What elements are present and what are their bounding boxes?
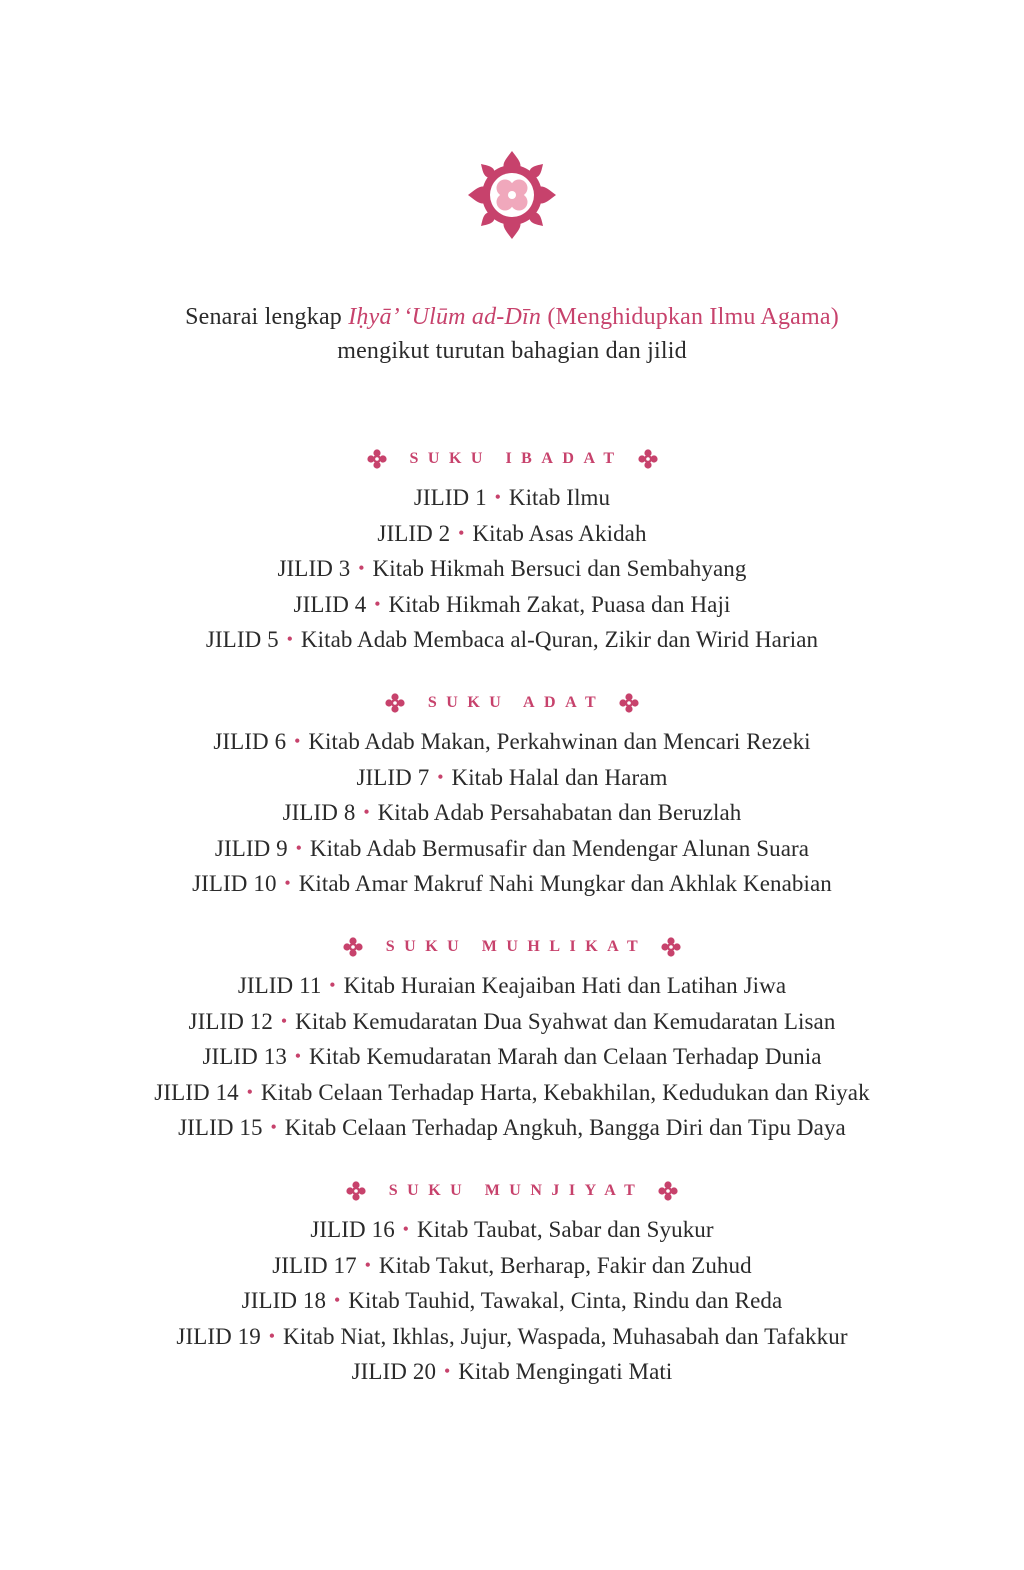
volume-entry bbox=[0, 725, 1024, 761]
section-heading-label: SUKU IBADAT bbox=[409, 450, 624, 467]
flower-icon bbox=[343, 937, 363, 957]
volume-number: JILID 1 bbox=[413, 485, 487, 510]
flower-icon bbox=[638, 449, 658, 469]
volume-number: JILID 9 bbox=[214, 835, 288, 861]
volume-entry bbox=[0, 1320, 1024, 1356]
bullet: • bbox=[374, 593, 381, 614]
volume-number: JILID 11 bbox=[237, 973, 322, 998]
bullet: • bbox=[329, 975, 336, 995]
flower-icon bbox=[385, 693, 405, 713]
volume-entry bbox=[0, 1249, 1024, 1285]
flower-icon bbox=[661, 937, 681, 957]
volume-title: Kitab Halal dan Haram bbox=[451, 764, 668, 790]
volume-number: JILID 17 bbox=[272, 1252, 357, 1278]
volume-number: JILID 16 bbox=[310, 1217, 395, 1242]
volume-title: Kitab Mengingati Mati bbox=[458, 1359, 673, 1384]
volume-entry bbox=[0, 1005, 1024, 1041]
volume-title: Kitab Adab Membaca al-Quran, Zikir dan Wirid Harian bbox=[300, 627, 819, 652]
flower-icon bbox=[346, 1181, 366, 1201]
volume-title: Kitab Takut, Berharap, Fakir dan Zuhud bbox=[378, 1252, 752, 1278]
bullet: • bbox=[437, 766, 444, 787]
volume-title: Kitab Kemudaratan Dua Syahwat dan Kemudaratan Lisan bbox=[295, 1008, 836, 1034]
volume-entry bbox=[0, 1111, 1024, 1147]
volume-entry bbox=[0, 867, 1024, 903]
section-suku-munjiyat bbox=[0, 1173, 1024, 1391]
flower-icon bbox=[367, 449, 387, 469]
volume-entry bbox=[0, 1213, 1024, 1249]
volume-entry bbox=[0, 832, 1024, 868]
section-heading bbox=[0, 1173, 1024, 1209]
volume-title: Kitab Asas Akidah bbox=[472, 520, 647, 546]
section-suku-ibadat bbox=[0, 441, 1024, 659]
volume-title: Kitab Adab Bermusafir dan Mendengar Alunan Suara bbox=[309, 835, 810, 861]
volume-number: JILID 4 bbox=[293, 591, 367, 617]
volume-title: Kitab Taubat, Sabar dan Syukur bbox=[416, 1217, 714, 1242]
section-suku-muhlikat bbox=[0, 929, 1024, 1147]
volume-entry bbox=[0, 1040, 1024, 1076]
bullet: • bbox=[294, 731, 301, 751]
bullet: • bbox=[284, 873, 291, 893]
volume-number: JILID 18 bbox=[241, 1288, 327, 1313]
volume-entry bbox=[0, 969, 1024, 1005]
volume-title: Kitab Celaan Terhadap Angkuh, Bangga Diri dan Tipu Daya bbox=[284, 1115, 846, 1140]
book-title: Iḥyā’ ‘Ulūm ad-Dīn bbox=[348, 304, 542, 330]
volume-title: Kitab Hikmah Zakat, Puasa dan Haji bbox=[388, 591, 731, 617]
bullet: • bbox=[364, 1254, 371, 1275]
bullet: • bbox=[295, 837, 303, 858]
intro-line-2: mengikut turutan bahagian dan jilid bbox=[337, 338, 687, 364]
bullet: • bbox=[268, 1325, 276, 1346]
bullet: • bbox=[402, 1219, 410, 1239]
volume-entry bbox=[0, 517, 1024, 553]
section-heading-label: SUKU MUNJIYAT bbox=[388, 1182, 645, 1199]
volume-number: JILID 7 bbox=[356, 764, 430, 790]
bullet: • bbox=[246, 1081, 254, 1102]
volume-entry bbox=[0, 623, 1024, 659]
volume-entry bbox=[0, 481, 1024, 517]
bullet: • bbox=[270, 1117, 277, 1137]
volume-number: JILID 3 bbox=[277, 556, 351, 581]
volume-entry bbox=[0, 552, 1024, 588]
intro-line-1 bbox=[0, 300, 1024, 334]
volume-number: JILID 2 bbox=[377, 520, 451, 546]
volume-title: Kitab Adab Persahabatan dan Beruzlah bbox=[377, 800, 742, 825]
section-heading bbox=[0, 929, 1024, 965]
volume-number: JILID 14 bbox=[154, 1079, 239, 1105]
bullet: • bbox=[494, 487, 501, 507]
bullet: • bbox=[363, 802, 370, 822]
volume-number: JILID 13 bbox=[202, 1044, 287, 1069]
volume-entry bbox=[0, 1076, 1024, 1112]
volume-number: JILID 8 bbox=[282, 800, 356, 825]
volume-number: JILID 15 bbox=[178, 1115, 263, 1140]
volume-number: JILID 19 bbox=[176, 1323, 261, 1349]
section-heading bbox=[0, 441, 1024, 477]
volume-title: Kitab Celaan Terhadap Harta, Kebakhilan, Kedudukan dan Riyak bbox=[260, 1079, 870, 1105]
flower-icon bbox=[619, 693, 639, 713]
section-suku-adat bbox=[0, 685, 1024, 903]
volume-title: Kitab Amar Makruf Nahi Mungkar dan Akhlak Kenabian bbox=[298, 871, 832, 896]
bullet: • bbox=[458, 522, 465, 543]
volume-title: Kitab Kemudaratan Marah dan Celaan Terhadap Dunia bbox=[309, 1044, 822, 1069]
bullet: • bbox=[334, 1290, 341, 1310]
intro-lead: Senarai lengkap bbox=[185, 304, 342, 330]
book-subtitle: (Menghidupkan Ilmu Agama) bbox=[547, 304, 839, 330]
volume-title: Kitab Ilmu bbox=[508, 485, 611, 510]
flower-icon bbox=[658, 1181, 678, 1201]
volume-title: Kitab Huraian Keajaiban Hati dan Latihan Jiwa bbox=[343, 973, 787, 998]
volume-number: JILID 20 bbox=[351, 1359, 437, 1384]
section-heading-label: SUKU ADAT bbox=[427, 694, 606, 711]
volume-title: Kitab Adab Makan, Perkahwinan dan Mencari Rezeki bbox=[308, 729, 811, 754]
section-heading bbox=[0, 685, 1024, 721]
volume-entry bbox=[0, 1355, 1024, 1391]
volume-entry bbox=[0, 588, 1024, 624]
volume-number: JILID 12 bbox=[188, 1008, 274, 1034]
bullet: • bbox=[358, 558, 365, 578]
volume-entry bbox=[0, 796, 1024, 832]
bullet: • bbox=[294, 1046, 302, 1066]
volume-number: JILID 6 bbox=[213, 729, 287, 754]
intro-text bbox=[0, 300, 1024, 368]
volume-title: Kitab Hikmah Bersuci dan Sembahyang bbox=[372, 556, 747, 581]
rosette-flower-icon bbox=[462, 145, 562, 245]
bullet: • bbox=[443, 1361, 451, 1381]
volume-title: Kitab Niat, Ikhlas, Jujur, Waspada, Muhasabah dan Tafakkur bbox=[283, 1323, 848, 1349]
bullet: • bbox=[280, 1010, 288, 1031]
volume-number: JILID 5 bbox=[205, 627, 279, 652]
volume-entry bbox=[0, 761, 1024, 797]
volume-number: JILID 10 bbox=[192, 871, 277, 896]
volume-entry bbox=[0, 1284, 1024, 1320]
volume-title: Kitab Tauhid, Tawakal, Cinta, Rindu dan Reda bbox=[348, 1288, 783, 1313]
section-heading-label: SUKU MUHLIKAT bbox=[385, 938, 648, 955]
bullet: • bbox=[286, 629, 294, 649]
